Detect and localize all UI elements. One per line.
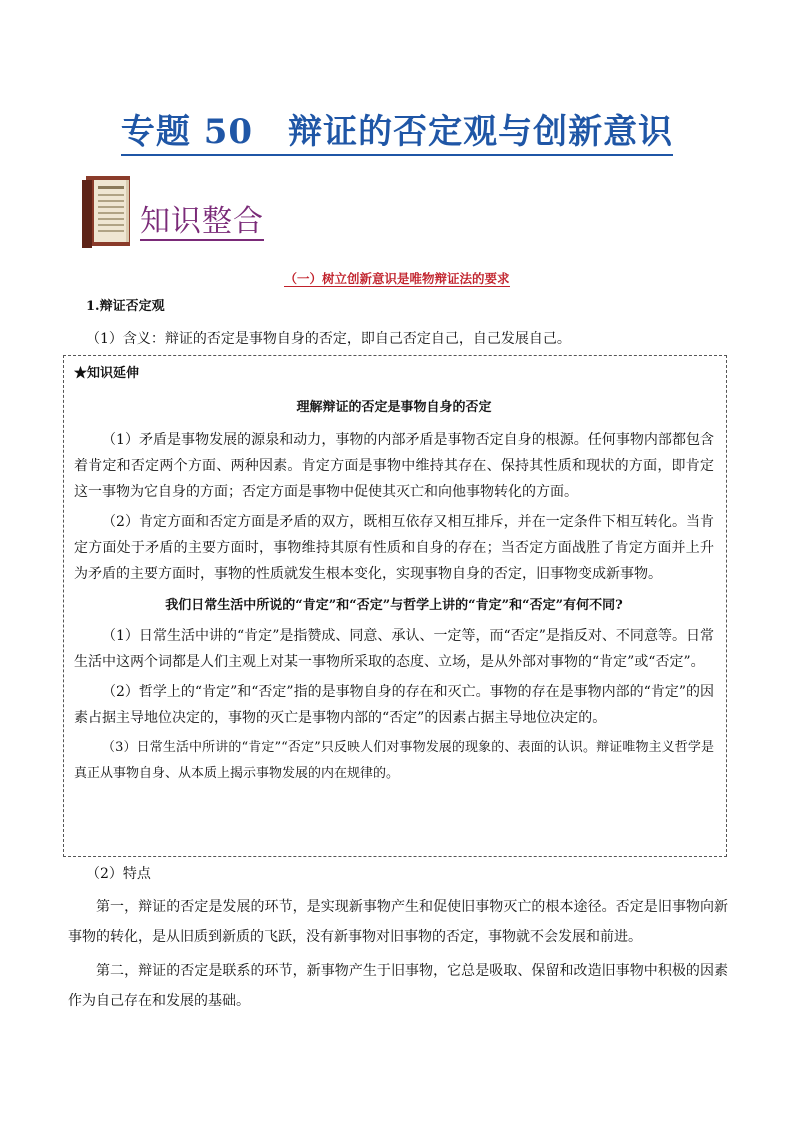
- feature-paragraph-1: 第一，辩证的否定是发展的环节，是实现新事物产生和促使旧事物灭亡的根本途径。否定是旧事物向新事物的转化，是从旧质到新质的飞跃，没有新事物对旧事物的否定，事物就不会发展和前进。: [68, 899, 728, 945]
- heading-dialectical-negation: 1.辩证否定观: [86, 299, 165, 314]
- box-paragraph-2: （2）肯定方面和否定方面是矛盾的双方，既相互依存又相互排斥，并在一定条件下相互转化。当肯定方面处于矛盾的主要方面时，事物维持其原有性质和自身的存在；当否定方面战胜了肯定方面并上升为矛盾的主要方面时，事物的性质就发生根本变化，实现事物自身的否定，旧事物变成新事物。: [74, 514, 714, 582]
- section-subheading: [0, 269, 794, 287]
- section-banner-text: 知识整合: [140, 204, 264, 239]
- section-banner-title: [140, 196, 264, 240]
- book-icon: [80, 172, 136, 250]
- feature-paragraph-2: 第二，辩证的否定是联系的环节，新事物产生于旧事物，它总是吸取、保留和改造旧事物中积极的因素作为自己存在和发展的基础。: [68, 963, 728, 1009]
- section-subheading-text: （一）树立创新意识是唯物辩证法的要求: [284, 271, 510, 286]
- page-title-text: 专题 50 辩证的否定观与创新意识: [121, 112, 673, 156]
- page-title: [0, 104, 794, 153]
- box-subtitle-1: 理解辩证的否定是事物自身的否定: [296, 400, 492, 415]
- box-paragraph-3: （1）日常生活中讲的“肯定”是指赞成、同意、承认、一定等，而“否定”是指反对、不同意等。日常生活中这两个词都是人们主观上对某一事物所采取的态度、立场，是从外部对事物的“肯定”或“否定”。: [74, 628, 714, 670]
- feature-heading: （2）特点: [86, 866, 151, 882]
- definition-paragraph: （1）含义：辩证的否定是事物自身的否定，即自己否定自己，自己发展自己。: [86, 331, 571, 347]
- section-banner: [80, 172, 280, 252]
- knowledge-extension-box: [63, 355, 727, 857]
- box-paragraph-1: （1）矛盾是事物发展的源泉和动力，事物的内部矛盾是事物否定自身的根源。任何事物内部都包含着肯定和否定两个方面、两种因素。肯定方面是事物中维持其存在、保持其性质和现状的方面，即肯定这一事物为它自身的方面；否定方面是事物中促使其灭亡和向他事物转化的方面。: [74, 432, 714, 500]
- box-subtitle-2: 我们日常生活中所说的“肯定”和“否定”与哲学上讲的“肯定”和“否定”有何不同?: [165, 598, 623, 613]
- box-paragraph-5: （3）日常生活中所讲的“肯定”“否定”只反映人们对事物发展的现象的、表面的认识。辩证唯物主义哲学是真正从事物自身、从本质上揭示事物发展的内在规律的。: [74, 740, 714, 781]
- box-label: ★知识延伸: [74, 366, 140, 381]
- box-paragraph-4: （2）哲学上的“肯定”和“否定”指的是事物自身的存在和灭亡。事物的存在是事物内部的“肯定”的因素占据主导地位决定的，事物的灭亡是事物内部的“否定”的因素占据主导地位决定的。: [74, 684, 714, 726]
